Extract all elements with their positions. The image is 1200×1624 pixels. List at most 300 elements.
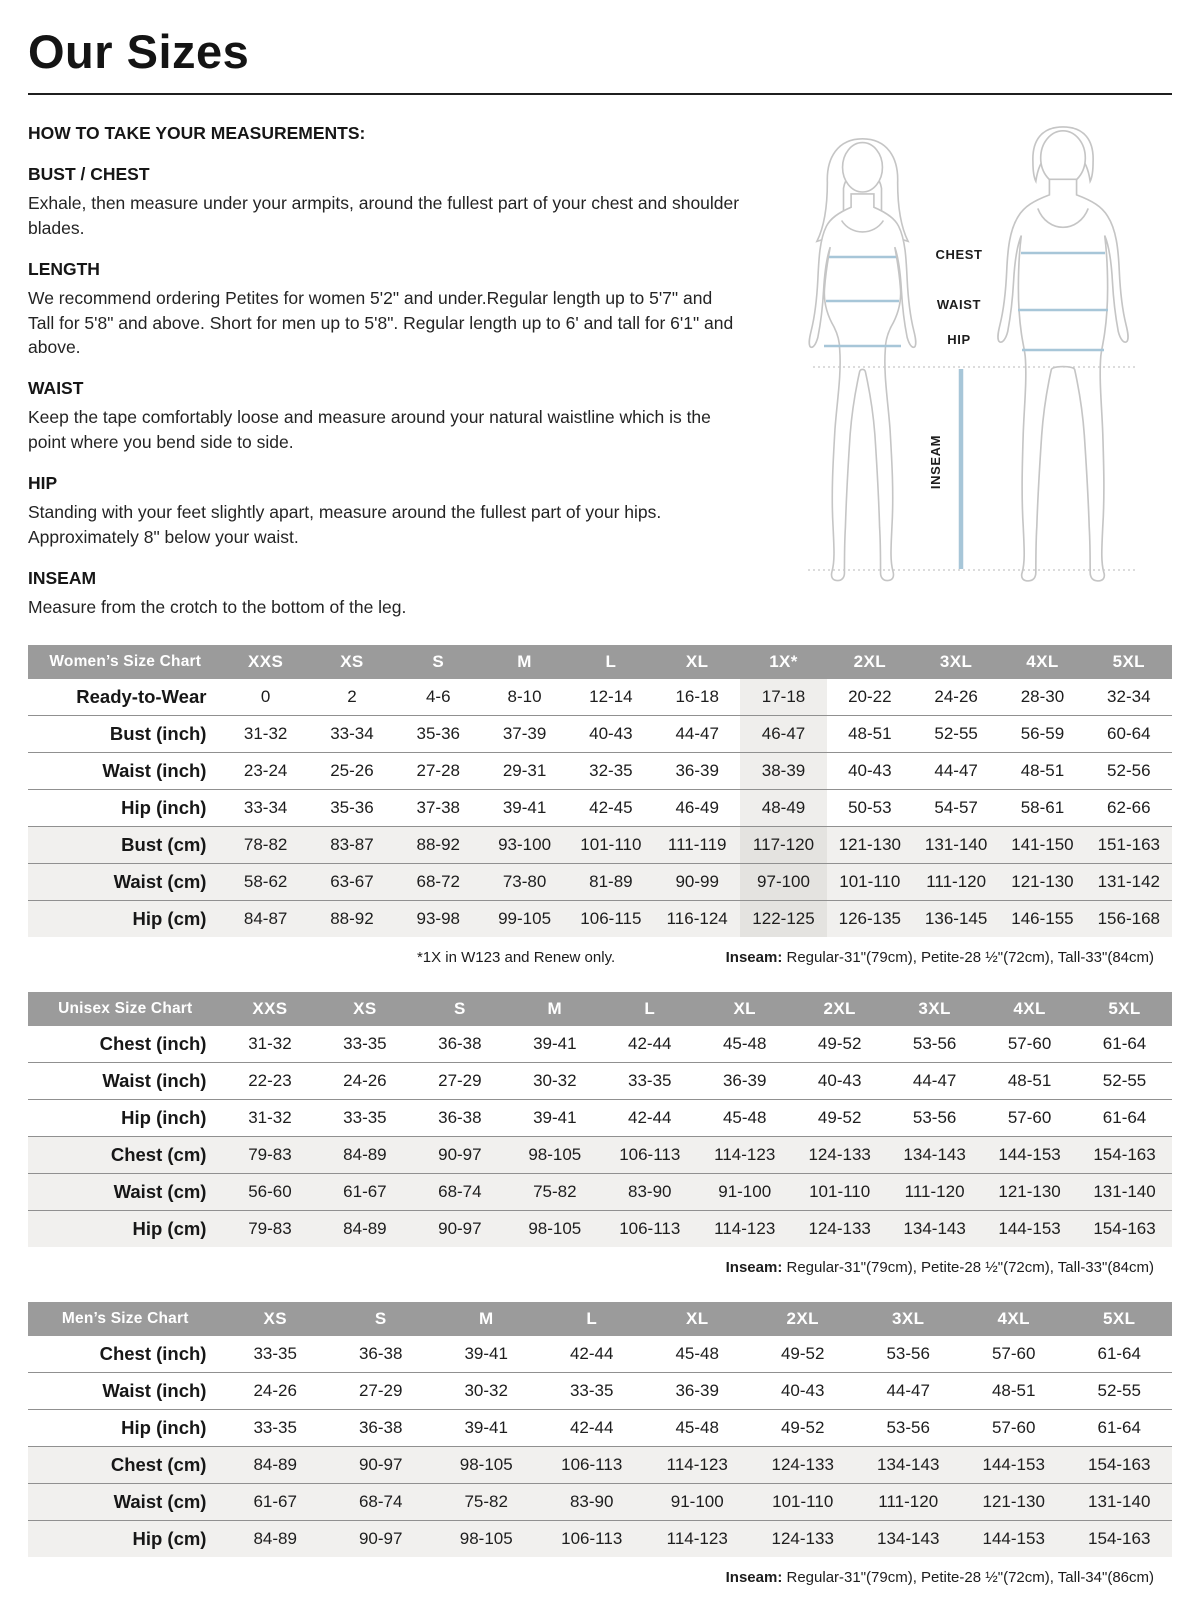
size-cell: 30-32 — [464, 1381, 508, 1401]
size-cell: 99-105 — [498, 909, 552, 929]
measurement-diagram — [756, 121, 1172, 619]
column-header-1x: 1X* — [740, 645, 826, 679]
row-label: Hip (cm) — [132, 1528, 207, 1550]
size-cell: 23-24 — [243, 761, 288, 781]
size-cell: 78-82 — [243, 835, 288, 855]
size-cell: 111-120 — [926, 872, 987, 892]
column-header-l: L — [602, 992, 697, 1026]
size-cell: 75-82 — [533, 1182, 577, 1202]
size-cell: 93-100 — [498, 835, 552, 855]
woman-face — [843, 143, 883, 192]
unisex-chart-notes — [28, 1259, 1172, 1276]
man-face — [1041, 131, 1086, 185]
inseam-note-label: Inseam: — [725, 1569, 783, 1587]
column-header-xl: XL — [654, 645, 740, 679]
size-cell: 33-35 — [628, 1071, 672, 1091]
guide-section-length — [28, 259, 740, 361]
column-header-3xl: 3XL — [887, 992, 982, 1026]
size-cell: 84-89 — [343, 1145, 387, 1165]
size-cell: 134-143 — [903, 1145, 966, 1165]
table-row — [28, 1063, 1172, 1100]
size-cell: 42-44 — [628, 1108, 672, 1128]
size-cell: 27-29 — [438, 1071, 482, 1091]
header-row — [28, 992, 1172, 1026]
table-row — [28, 1336, 1172, 1373]
column-header-xxs: XXS — [222, 645, 308, 679]
title-divider — [28, 93, 1172, 95]
size-cell: 121-130 — [838, 835, 901, 855]
size-cell: 42-45 — [589, 798, 633, 818]
size-cell: 136-145 — [924, 909, 988, 929]
column-header-s: S — [412, 992, 507, 1026]
woman-body — [809, 194, 916, 581]
size-cell: 146-155 — [1011, 909, 1074, 929]
size-cell: 4-6 — [425, 687, 451, 707]
size-cell: 84-87 — [243, 909, 288, 929]
row-label: Hip (cm) — [132, 1218, 207, 1240]
size-cell: 45-48 — [675, 1344, 719, 1364]
size-cell: 106-115 — [580, 909, 642, 929]
column-header-3xl: 3XL — [855, 1302, 961, 1336]
row-label: Bust (cm) — [121, 834, 207, 856]
size-cell: 134-143 — [877, 1455, 940, 1475]
size-cell: 36-39 — [675, 1381, 719, 1401]
size-cell: 84-89 — [343, 1219, 387, 1239]
size-cell: 144-153 — [998, 1219, 1061, 1239]
size-cell: 49-52 — [780, 1418, 825, 1438]
size-cell: 61-67 — [253, 1492, 297, 1512]
size-cell: 39-41 — [502, 798, 547, 818]
size-cell: 36-39 — [722, 1071, 767, 1091]
size-cell: 33-35 — [253, 1344, 297, 1364]
size-cell: 44-47 — [675, 724, 719, 744]
column-header-xs: XS — [317, 992, 412, 1026]
size-cell: 33-35 — [343, 1034, 387, 1054]
size-cell: 88-92 — [416, 835, 460, 855]
size-cell: 114-123 — [666, 1455, 728, 1475]
size-cell: 33-35 — [253, 1418, 297, 1438]
size-cell: 90-99 — [675, 872, 719, 892]
size-cell: 40-43 — [848, 761, 892, 781]
size-cell: 44-47 — [912, 1071, 957, 1091]
size-cell: 84-89 — [253, 1529, 297, 1549]
column-header-xs: XS — [309, 645, 395, 679]
size-cell: 75-82 — [464, 1492, 508, 1512]
size-cell: 31-32 — [248, 1034, 292, 1054]
size-cell: 111-120 — [904, 1182, 965, 1202]
man-body — [998, 179, 1128, 581]
size-cell: 8-10 — [507, 687, 542, 707]
size-cell: 151-163 — [1097, 835, 1160, 855]
size-cell: 48-51 — [848, 724, 892, 744]
size-cell: 17-18 — [740, 679, 826, 716]
size-cell: 98-105 — [459, 1455, 513, 1475]
table-row — [28, 1373, 1172, 1410]
size-cell: 36-38 — [438, 1108, 482, 1128]
size-cell: 36-39 — [675, 761, 719, 781]
size-cell: 44-47 — [886, 1381, 930, 1401]
column-header-5xl: 5XL — [1086, 645, 1172, 679]
size-cell: 106-113 — [619, 1145, 681, 1165]
column-header-4xl: 4XL — [961, 1302, 1067, 1336]
section-heading: LENGTH — [28, 258, 100, 279]
size-cell: 48-51 — [991, 1381, 1036, 1401]
size-cell: 106-113 — [561, 1529, 623, 1549]
size-cell: 79-83 — [248, 1145, 292, 1165]
size-cell: 156-168 — [1097, 909, 1160, 929]
inseam-note-text: Regular-31"(79cm), Petite-28 ½"(72cm), Tall-33"(84cm) — [782, 1259, 1154, 1277]
size-cell: 53-56 — [886, 1344, 930, 1364]
size-cell: 54-57 — [934, 798, 978, 818]
guide-heading: HOW TO TAKE YOUR MEASUREMENTS: — [28, 123, 366, 143]
section-heading: BUST / CHEST — [28, 164, 150, 184]
column-header-l: L — [539, 1302, 645, 1336]
size-cell: 53-56 — [886, 1418, 930, 1438]
size-cell: 27-28 — [416, 761, 460, 781]
size-cell: 12-14 — [589, 687, 633, 707]
size-cell: 68-74 — [358, 1492, 403, 1512]
column-header-xl: XL — [644, 1302, 750, 1336]
size-cell: 134-143 — [877, 1529, 940, 1549]
1x-footnote: *1X in W123 and Renew only. — [416, 949, 616, 967]
size-cell: 154-163 — [1088, 1529, 1151, 1549]
size-cell: 31-32 — [243, 724, 288, 744]
row-label: Waist (inch) — [102, 760, 207, 782]
size-cell: 154-163 — [1093, 1145, 1156, 1165]
size-cell: 39-41 — [533, 1034, 577, 1054]
row-label: Ready-to-Wear — [76, 686, 207, 708]
column-header-2xl: 2XL — [827, 645, 913, 679]
size-cell: 90-97 — [438, 1219, 482, 1239]
size-cell: 28-30 — [1020, 687, 1065, 707]
column-header-s: S — [328, 1302, 434, 1336]
size-cell: 36-38 — [438, 1034, 482, 1054]
size-cell: 52-55 — [1097, 1381, 1141, 1401]
row-label: Hip (inch) — [121, 1107, 207, 1129]
size-cell: 2 — [347, 687, 357, 707]
size-cell: 63-67 — [330, 872, 374, 892]
unisex-inseam-note — [726, 1259, 1172, 1276]
size-cell: 121-130 — [1011, 872, 1074, 892]
size-cell: 46-49 — [675, 798, 719, 818]
column-header-xxs: XXS — [222, 992, 317, 1026]
size-cell: 154-163 — [1088, 1455, 1151, 1475]
size-cell: 20-22 — [848, 687, 892, 707]
size-cell: 56-59 — [1020, 724, 1065, 744]
guide-section-hip — [28, 473, 740, 550]
measurement-guide — [28, 121, 1172, 619]
size-cell: 61-64 — [1102, 1108, 1147, 1128]
row-label: Waist (cm) — [113, 1491, 207, 1513]
size-cell: 57-60 — [991, 1344, 1036, 1364]
table-row — [28, 1521, 1172, 1558]
size-cell: 101-110 — [772, 1492, 834, 1512]
guide-section-waist — [28, 378, 740, 455]
size-cell: 22-23 — [248, 1071, 292, 1091]
size-cell: 39-41 — [464, 1344, 508, 1364]
size-cell: 52-56 — [1107, 761, 1151, 781]
column-header-5xl: 5XL — [1066, 1302, 1172, 1336]
size-cell: 49-52 — [817, 1108, 862, 1128]
table-row — [28, 1174, 1172, 1211]
size-cell: 50-53 — [848, 798, 892, 818]
size-cell: 124-133 — [771, 1529, 834, 1549]
size-cell: 16-18 — [675, 687, 719, 707]
unisex-chart-title: Unisex Size Chart — [28, 992, 222, 1026]
size-cell: 134-143 — [903, 1219, 966, 1239]
size-cell: 101-110 — [809, 1182, 871, 1202]
size-cell: 131-142 — [1097, 872, 1160, 892]
page-title: Our Sizes — [28, 25, 250, 78]
size-cell: 45-48 — [722, 1108, 767, 1128]
size-cell: 68-74 — [438, 1182, 482, 1202]
size-cell: 61-64 — [1102, 1034, 1147, 1054]
section-body: Measure from the crotch to the bottom of the leg. — [28, 596, 407, 617]
woman-figure — [809, 139, 916, 581]
size-cell: 141-150 — [1011, 835, 1074, 855]
size-cell: 90-97 — [438, 1145, 482, 1165]
table-row — [28, 1100, 1172, 1137]
size-cell: 91-100 — [670, 1492, 724, 1512]
table-row — [28, 1137, 1172, 1174]
size-cell: 57-60 — [1007, 1108, 1052, 1128]
row-label: Waist (inch) — [102, 1070, 207, 1092]
size-cell: 91-100 — [718, 1182, 772, 1202]
section-heading: WAIST — [28, 378, 84, 399]
table-row — [28, 1410, 1172, 1447]
table-row — [28, 679, 1172, 716]
table-row — [28, 1447, 1172, 1484]
table-row — [28, 827, 1172, 864]
size-cell: 61-67 — [343, 1182, 387, 1202]
size-cell: 35-36 — [416, 724, 460, 744]
size-cell: 126-135 — [838, 909, 901, 929]
size-cell: 48-51 — [1020, 761, 1065, 781]
size-cell: 68-72 — [416, 872, 460, 892]
size-cell: 24-26 — [934, 687, 978, 707]
size-cell: 33-34 — [243, 798, 288, 818]
size-cell: 90-97 — [358, 1529, 403, 1549]
row-label: Hip (inch) — [121, 1417, 207, 1439]
man-figure — [998, 127, 1128, 581]
size-cell: 117-120 — [740, 827, 826, 864]
size-cell: 31-32 — [248, 1108, 292, 1128]
mens-chart-notes — [28, 1569, 1172, 1586]
section-heading: HIP — [28, 472, 58, 493]
size-cell: 101-110 — [580, 835, 642, 855]
size-cell: 101-110 — [839, 872, 901, 892]
column-header-5xl: 5XL — [1077, 992, 1172, 1026]
size-cell: 48-51 — [1007, 1071, 1052, 1091]
table-row — [28, 1211, 1172, 1248]
size-cell: 124-133 — [808, 1219, 871, 1239]
size-cell: 131-140 — [1093, 1182, 1156, 1202]
size-cell: 84-89 — [253, 1455, 297, 1475]
size-cell: 114-123 — [714, 1219, 776, 1239]
column-header-m: M — [507, 992, 602, 1026]
size-cell: 60-64 — [1107, 724, 1151, 744]
womens-chart-notes — [28, 949, 1172, 966]
waist-label: WAIST — [936, 297, 982, 312]
size-cell: 44-47 — [934, 761, 978, 781]
size-cell: 53-56 — [912, 1108, 957, 1128]
size-cell: 40-43 — [817, 1071, 862, 1091]
size-cell: 33-35 — [343, 1108, 387, 1128]
column-header-4xl: 4XL — [982, 992, 1077, 1026]
size-cell: 39-41 — [464, 1418, 508, 1438]
size-cell: 0 — [260, 687, 271, 707]
table-row — [28, 1026, 1172, 1063]
size-cell: 62-66 — [1107, 798, 1151, 818]
size-cell: 29-31 — [502, 761, 547, 781]
size-cell: 32-34 — [1107, 687, 1151, 707]
size-cell: 83-90 — [628, 1182, 672, 1202]
size-cell: 83-87 — [330, 835, 374, 855]
size-cell: 35-36 — [330, 798, 374, 818]
table-row — [28, 901, 1172, 938]
size-cell: 53-56 — [912, 1034, 957, 1054]
size-cell: 36-38 — [358, 1418, 403, 1438]
size-cell: 46-47 — [740, 716, 826, 753]
size-cell: 83-90 — [569, 1492, 614, 1512]
size-cell: 27-29 — [358, 1381, 403, 1401]
size-cell: 57-60 — [1007, 1034, 1052, 1054]
size-cell: 131-140 — [924, 835, 988, 855]
unisex-size-chart — [28, 992, 1172, 1247]
size-cell: 121-130 — [982, 1492, 1045, 1512]
row-label: Chest (inch) — [99, 1033, 207, 1055]
row-label: Waist (cm) — [113, 871, 207, 893]
row-label: Waist (inch) — [102, 1380, 207, 1402]
column-header-2xl: 2XL — [792, 992, 887, 1026]
size-cell: 98-105 — [528, 1145, 582, 1165]
size-cell: 88-92 — [330, 909, 374, 929]
row-label: Chest (cm) — [110, 1454, 207, 1476]
size-cell: 36-38 — [358, 1344, 403, 1364]
column-header-xs: XS — [222, 1302, 328, 1336]
size-cell: 111-120 — [878, 1492, 939, 1512]
table-row — [28, 864, 1172, 901]
header-row — [28, 645, 1172, 679]
table-row — [28, 716, 1172, 753]
size-cell: 116-124 — [666, 909, 728, 929]
section-body: Exhale, then measure under your armpits, around the fullest part of your chest and shoulder blades. — [28, 193, 740, 238]
men-chart-title: Men’s Size Chart — [28, 1302, 222, 1336]
size-cell: 52-55 — [934, 724, 978, 744]
size-cell: 45-48 — [675, 1418, 719, 1438]
size-cell: 73-80 — [502, 872, 547, 892]
womens-size-chart — [28, 645, 1172, 937]
column-header-m: M — [481, 645, 567, 679]
size-cell: 121-130 — [998, 1182, 1061, 1202]
size-cell: 124-133 — [771, 1455, 834, 1475]
size-cell: 144-153 — [982, 1529, 1045, 1549]
size-cell: 32-35 — [589, 761, 633, 781]
size-cell: 144-153 — [982, 1455, 1045, 1475]
size-cell: 98-105 — [459, 1529, 513, 1549]
size-cell: 24-26 — [253, 1381, 297, 1401]
size-cell: 37-38 — [416, 798, 460, 818]
inseam-label: INSEAM — [928, 434, 943, 490]
size-cell: 98-105 — [528, 1219, 582, 1239]
row-label: Hip (inch) — [121, 797, 207, 819]
size-cell: 93-98 — [416, 909, 460, 929]
section-body: Keep the tape comfortably loose and measure around your natural waistline which is the point where you bend side to side. — [28, 407, 711, 453]
table-row — [28, 790, 1172, 827]
size-cell: 33-34 — [330, 724, 374, 744]
size-cell: 114-123 — [714, 1145, 776, 1165]
size-cell: 49-52 — [780, 1344, 825, 1364]
size-cell: 106-113 — [619, 1219, 681, 1239]
row-label: Chest (cm) — [110, 1144, 207, 1166]
size-cell: 58-61 — [1020, 798, 1065, 818]
row-label: Hip (cm) — [132, 908, 207, 930]
guide-text — [28, 121, 740, 619]
chest-label: CHEST — [935, 247, 983, 262]
size-cell: 40-43 — [780, 1381, 825, 1401]
size-cell: 106-113 — [561, 1455, 623, 1475]
size-cell: 25-26 — [330, 761, 374, 781]
mens-inseam-note — [726, 1569, 1172, 1586]
column-header-2xl: 2XL — [750, 1302, 856, 1336]
section-body: Standing with your feet slightly apart, measure around the fullest part of your hips. Approximately 8" below your waist. — [28, 501, 662, 547]
section-heading: INSEAM — [28, 567, 97, 588]
size-cell: 45-48 — [722, 1034, 767, 1054]
column-header-xl: XL — [697, 992, 792, 1026]
size-cell: 58-62 — [243, 872, 288, 892]
size-cell: 144-153 — [998, 1145, 1061, 1165]
size-cell: 37-39 — [502, 724, 547, 744]
guide-section-bust-chest — [28, 164, 740, 241]
size-guide-page — [0, 24, 1200, 1586]
size-cell: 38-39 — [740, 753, 826, 790]
size-cell: 48-49 — [740, 790, 826, 827]
size-cell: 114-123 — [666, 1529, 728, 1549]
size-cell: 61-64 — [1097, 1418, 1141, 1438]
size-cell: 81-89 — [589, 872, 633, 892]
hip-label: HIP — [947, 332, 971, 347]
inseam-note-text: Regular-31"(79cm), Petite-28 ½"(72cm), Tall-34"(86cm) — [782, 1569, 1154, 1587]
column-header-s: S — [395, 645, 481, 679]
size-cell: 30-32 — [533, 1071, 577, 1091]
column-header-m: M — [433, 1302, 539, 1336]
guide-section-inseam — [28, 568, 740, 620]
size-cell: 52-55 — [1102, 1071, 1147, 1091]
womens-inseam-note — [726, 949, 1172, 966]
size-cell: 40-43 — [589, 724, 633, 744]
table-row — [28, 753, 1172, 790]
women-chart-title: Women’s Size Chart — [28, 645, 222, 679]
size-cell: 124-133 — [808, 1145, 871, 1165]
size-cell: 33-35 — [569, 1381, 614, 1401]
size-cell: 42-44 — [569, 1418, 614, 1438]
size-cell: 49-52 — [817, 1034, 862, 1054]
body-diagram-svg — [768, 117, 1160, 595]
mens-size-chart — [28, 1302, 1172, 1557]
size-cell: 90-97 — [358, 1455, 403, 1475]
size-cell: 61-64 — [1097, 1344, 1141, 1364]
header-row — [28, 1302, 1172, 1336]
size-cell: 24-26 — [343, 1071, 387, 1091]
row-label: Waist (cm) — [113, 1181, 207, 1203]
inseam-note-label: Inseam: — [725, 1259, 783, 1277]
size-cell: 56-60 — [248, 1182, 292, 1202]
row-label: Bust (inch) — [109, 723, 207, 745]
size-cell: 111-119 — [667, 835, 727, 855]
size-cell: 79-83 — [248, 1219, 292, 1239]
table-row — [28, 1484, 1172, 1521]
row-label: Chest (inch) — [99, 1343, 207, 1365]
